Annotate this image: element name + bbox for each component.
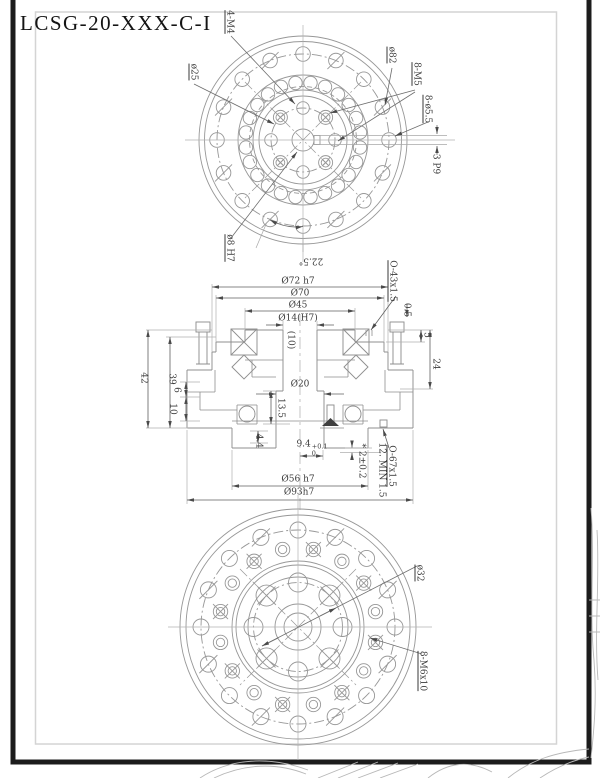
dim-2-tol: * 2±0.2: [356, 443, 367, 479]
dim-39: 39: [166, 373, 177, 385]
top-view: [185, 25, 455, 262]
dim-13-5: 13.5: [275, 397, 286, 419]
dim-dia56: Ø56 h7: [281, 474, 315, 485]
dim-4-4: 4.4: [253, 433, 264, 449]
top-view-leaders: [194, 36, 437, 252]
label-4-m4: 4-M4: [224, 10, 235, 34]
dim-6: 6: [171, 387, 182, 393]
dim-9-4: 9.4 +0.1 0: [296, 439, 328, 458]
dim-dia14: Ø14(H7): [278, 313, 318, 324]
dim-depth10: (10): [285, 330, 296, 350]
note-oring-bottom: O-67x1.5: [386, 445, 397, 487]
note-min: 12. MIN 1.5: [376, 442, 387, 498]
dim-5: 5: [421, 332, 432, 338]
label-key-3p9: 3 P9: [430, 153, 441, 175]
note-oring-top: O-43x1.5: [387, 260, 398, 302]
label-8-dia55: 8-ø5.5: [422, 94, 433, 124]
label-dia32: ø32: [414, 564, 425, 582]
dim-24: 24: [430, 358, 441, 370]
dim-dia93: Ø93h7: [283, 487, 315, 498]
drawing-title: LCSG-20-XXX-C-I: [20, 11, 212, 35]
label-angle-22-5: 22.5°: [298, 255, 324, 266]
dim-0-5: 0.5: [401, 302, 412, 318]
outside-scraps: [200, 508, 600, 778]
label-8-m6x10: 8-M6x10: [417, 650, 428, 692]
bottom-view-leaders: [262, 564, 425, 654]
bottom-view: [168, 495, 432, 760]
dim-42: 42: [138, 372, 149, 384]
label-dia25: ø25: [188, 63, 199, 81]
label-dia82: ø82: [386, 46, 397, 64]
dim-dia70: Ø70: [290, 288, 310, 299]
dim-dia45: Ø45: [288, 300, 308, 311]
dim-dia20: Ø20: [290, 379, 310, 390]
label-8-m5: 8-M5: [411, 62, 422, 86]
dim-dia72: Ø72 h7: [281, 276, 315, 287]
label-dia8-h7: ø8 H7: [224, 234, 235, 262]
dim-10: 10: [167, 403, 178, 415]
